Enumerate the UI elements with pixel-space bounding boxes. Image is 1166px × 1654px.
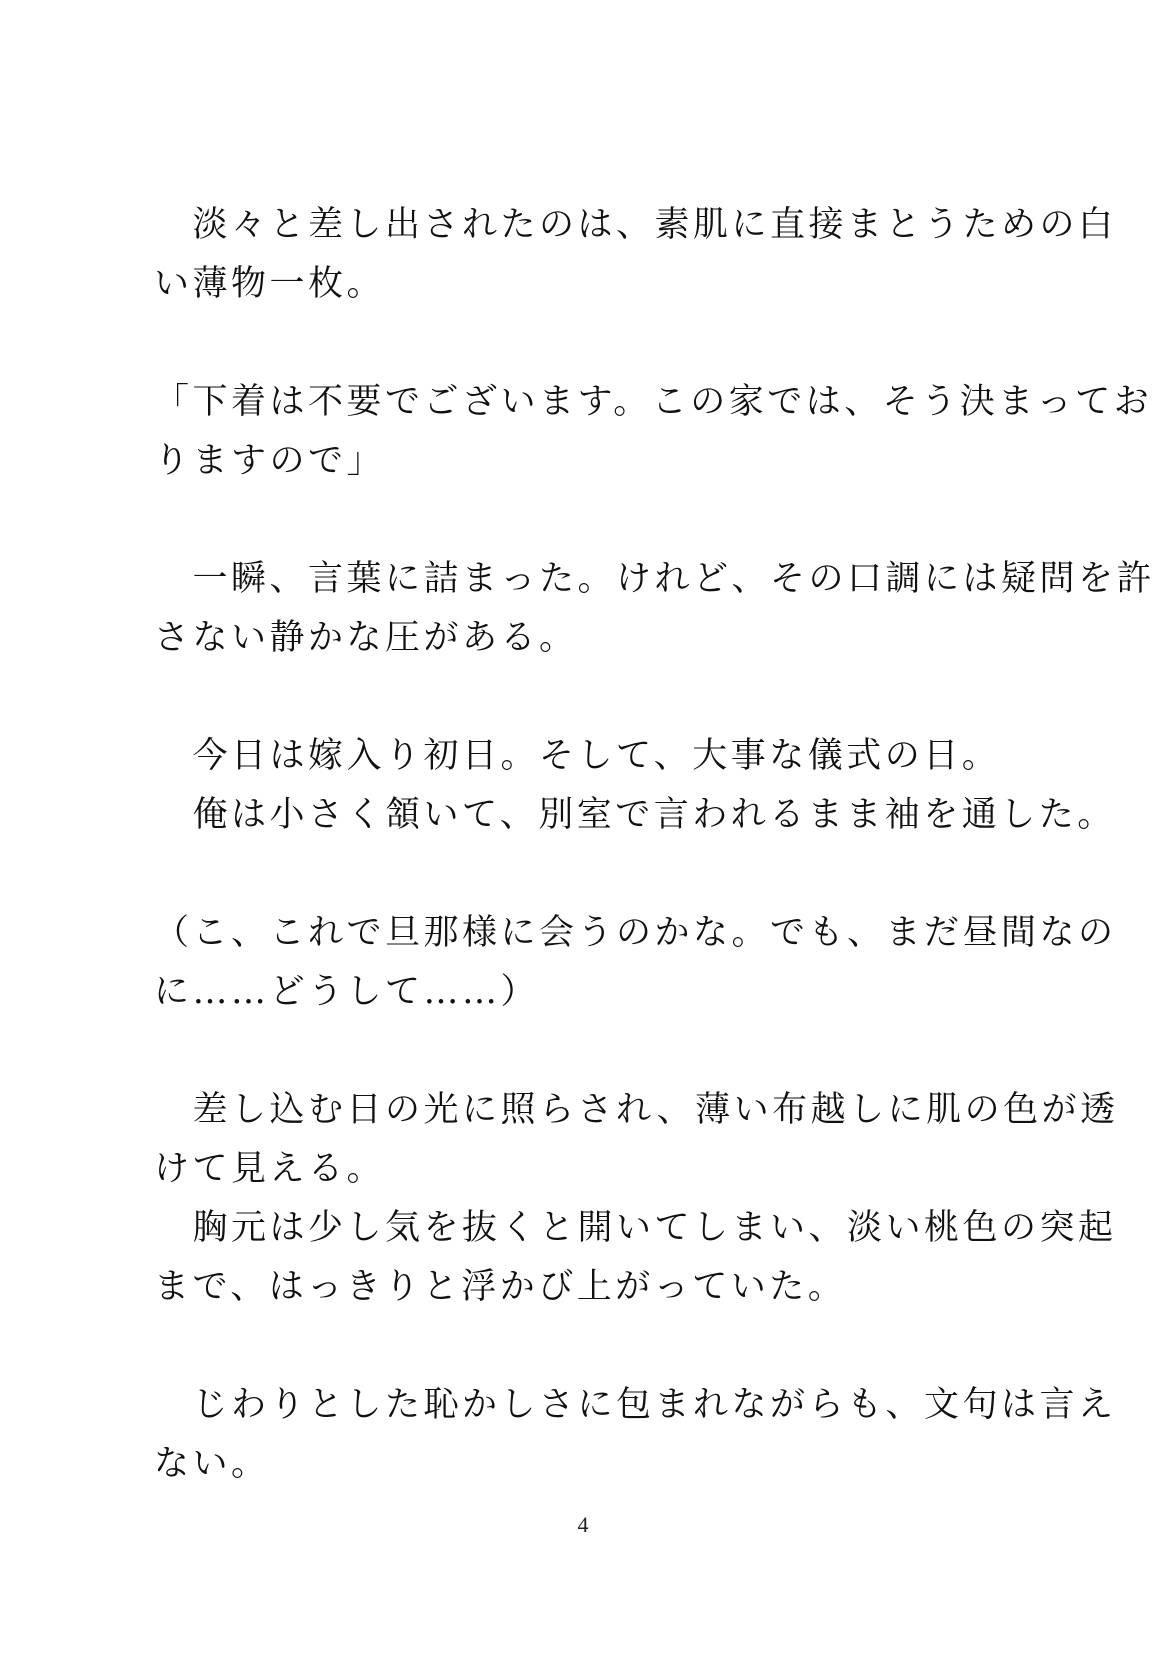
text-line: （こ、これで旦那様に会うのかな。でも、まだ昼間なの [154, 913, 1117, 953]
blank-line [154, 491, 1014, 550]
text-line: 淡々と差し出されたのは、素肌に直接まとうための白 [154, 205, 1117, 245]
text-line: 胸元は少し気を抜くと開いてしまい、淡い桃色の突起 [154, 1208, 1117, 1248]
text-line: まで、はっきりと浮かび上がっていた。 [154, 1267, 847, 1307]
text-line: りますので」 [154, 441, 386, 481]
text-line: けて見える。 [154, 1149, 386, 1189]
text-line: 一瞬、言葉に詰まった。けれど、その口調には疑問を許 [154, 559, 1156, 599]
text-line: い薄物一枚。 [154, 264, 386, 304]
text-line: 「下着は不要でございます。この家では、そう決まってお [154, 382, 1153, 422]
text-line: に……どうして……） [154, 972, 540, 1012]
body-text [154, 196, 1156, 1494]
blank-line [154, 314, 1014, 373]
text-line: 今日は嫁入り初日。そして、大事な儀式の日。 [154, 736, 1001, 776]
text-line: ない。 [154, 1444, 270, 1484]
blank-line [154, 845, 1014, 904]
blank-line [154, 1022, 1014, 1081]
page-number: 4 [577, 1512, 589, 1537]
text-line: 俺は小さく頷いて、別室で言われるまま袖を通した。 [154, 795, 1116, 835]
text-line: さない静かな圧がある。 [154, 618, 578, 658]
text-line: じわりとした恥かしさに包まれながらも、文句は言え [154, 1385, 1117, 1425]
text-line: 差し込む日の光に照らされ、薄い布越しに肌の色が透 [154, 1090, 1119, 1130]
blank-line [154, 668, 1014, 727]
blank-line [154, 1317, 1014, 1376]
